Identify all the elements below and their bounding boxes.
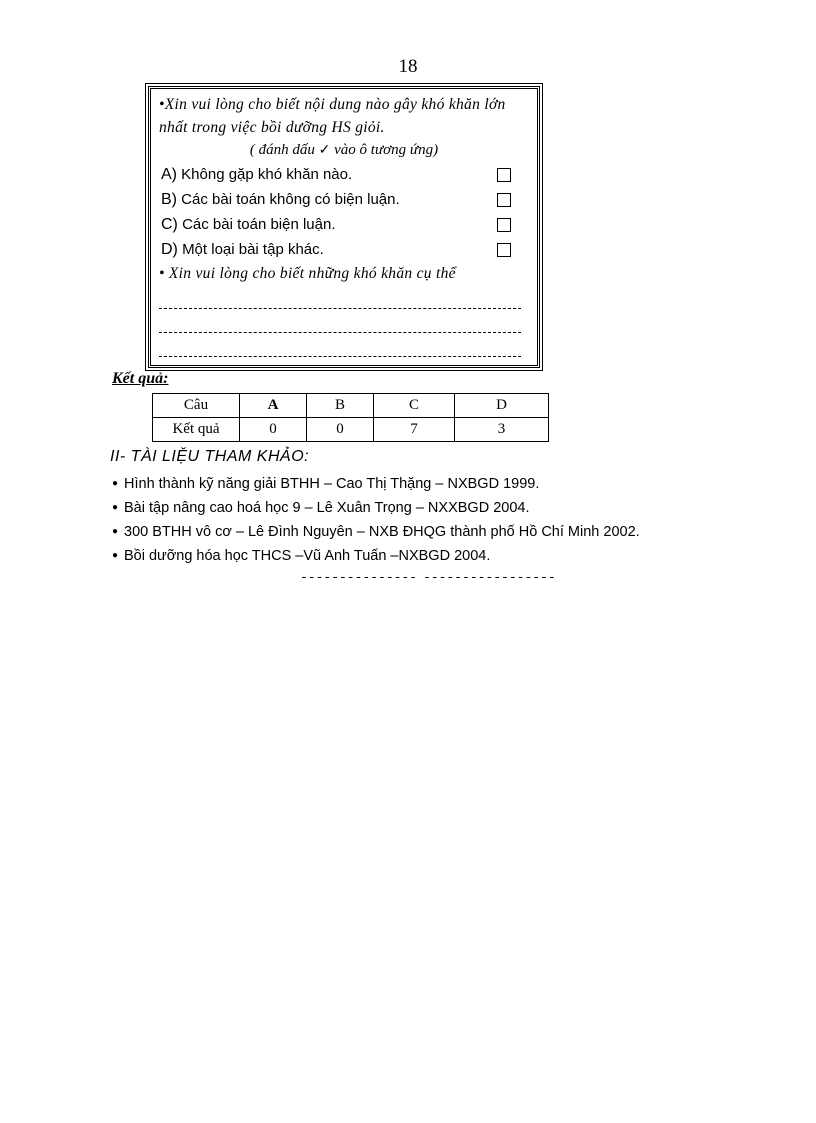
- survey-option-c: [159, 212, 529, 237]
- option-text: Các bài toán không có biện luận.: [181, 190, 400, 208]
- option-text: Một loại bài tập khác.: [182, 240, 324, 258]
- divider-dashes-left: ---------------: [300, 569, 418, 585]
- bullet-icon: ●: [112, 478, 119, 490]
- references-list: [112, 472, 640, 568]
- reference-text: Bồi dưỡng hóa học THCS –Vũ Anh Tuấn –NXBGD 2004.: [124, 548, 491, 564]
- reference-text: 300 BTHH vô cơ – Lê Đình Nguyên – NXB ĐHQG thành phố Hồ Chí Minh 2002.: [124, 524, 640, 540]
- page-number: 18: [398, 56, 418, 77]
- list-item: [112, 520, 640, 544]
- option-label: [161, 216, 336, 234]
- option-text: Các bài toán biện luận.: [182, 215, 336, 233]
- table-cell: 0: [240, 418, 307, 442]
- checkbox-square-icon[interactable]: [497, 193, 511, 207]
- list-item: [112, 544, 640, 568]
- bullet-icon: ●: [112, 550, 119, 562]
- bullet-icon: ●: [112, 502, 119, 514]
- table-cell: D: [455, 394, 549, 418]
- table-cell: C: [374, 394, 455, 418]
- checkbox-square-icon[interactable]: [497, 243, 511, 257]
- answer-line-1[interactable]: [159, 285, 521, 309]
- table-cell: B: [307, 394, 374, 418]
- bullet-icon: ●: [112, 526, 119, 538]
- end-divider: [300, 568, 556, 586]
- reference-text: Hình thành kỹ năng giải BTHH – Cao Thị Thặng – NXBGD 1999.: [124, 476, 540, 492]
- checkbox-square-icon[interactable]: [497, 168, 511, 182]
- survey-option-b: [159, 187, 529, 212]
- option-letter: B): [161, 190, 177, 208]
- table-header-row: [153, 394, 549, 418]
- table-cell: 0: [307, 418, 374, 442]
- table-row: [153, 418, 549, 442]
- option-text: Không gặp khó khăn nào.: [181, 165, 353, 183]
- survey-option-d: [159, 237, 529, 262]
- table-cell: 7: [374, 418, 455, 442]
- check-mark-icon: ✓: [318, 143, 331, 158]
- survey-option-a: [159, 162, 529, 187]
- results-table: [152, 393, 549, 442]
- option-letter: C): [161, 215, 178, 233]
- results-heading: Kết quả:: [112, 370, 169, 387]
- checkbox-square-icon[interactable]: [497, 218, 511, 232]
- option-label: [161, 241, 324, 259]
- option-letter: D): [161, 240, 178, 258]
- references-heading: II- TÀI LIỆU THAM KHẢO:: [110, 448, 310, 465]
- hint-after: vào ô tương ứng): [334, 142, 439, 158]
- table-cell: Kết quả: [153, 418, 240, 442]
- hint-before: ( đánh dấu: [249, 142, 315, 158]
- option-label: [161, 166, 352, 184]
- table-cell: Câu: [153, 394, 240, 418]
- option-letter: A): [161, 165, 177, 183]
- list-item: [112, 472, 640, 496]
- survey-box: [148, 86, 540, 368]
- divider-dashes-right: -----------------: [423, 569, 556, 585]
- answer-line-2[interactable]: [159, 309, 521, 333]
- table-cell: A: [240, 394, 307, 418]
- option-label: [161, 191, 400, 209]
- survey-followup: • Xin vui lòng cho biết những khó khăn cụ thể: [159, 265, 456, 282]
- survey-hint: [159, 139, 529, 162]
- reference-text: Bài tập nâng cao hoá học 9 – Lê Xuân Trọng – NXXBGD 2004.: [124, 500, 530, 516]
- list-item: [112, 496, 640, 520]
- answer-line-3[interactable]: [159, 333, 521, 357]
- table-cell: 3: [455, 418, 549, 442]
- survey-question: •Xin vui lòng cho biết nội dung nào gây khó khăn lớn nhất trong việc bồi dưỡng HS giỏi.: [159, 96, 506, 136]
